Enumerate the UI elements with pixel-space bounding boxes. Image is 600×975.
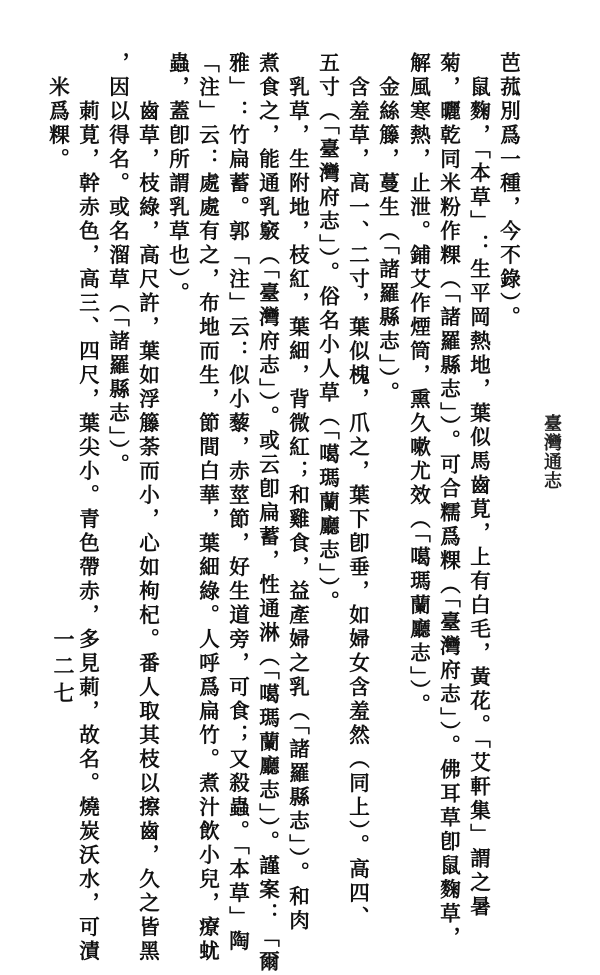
text-column-12: 蟲，蓋卽所謂乳草也）。 bbox=[165, 52, 190, 306]
text-column-15: 莿莧，幹赤色，高三、四尺，葉尖小。青色帶赤，多見莿，故名。燒炭沃水，可漬 bbox=[75, 100, 100, 964]
text-column-3: 菊，曬乾同米粉作粿（「諸羅縣志」）。可合糯爲粿（「臺灣府志」）。佛耳草卽鼠麴草， bbox=[436, 52, 461, 951]
text-column-13: 齒草，枝綠，高尺許，葉如浮籐荼而小，心如枸杞。番人取其枝以擦齒，久之皆黑 bbox=[135, 100, 160, 964]
text-column-10: 雅」：竹扁蓄。郭「注」云：似小藜，赤莖節，好生道旁，可食；又殺蟲。「本草」陶 bbox=[225, 52, 250, 954]
text-column-1: 芭菰別爲一種，今不錄）。 bbox=[496, 52, 521, 330]
text-column-4: 解風寒熱，止泄。鋪艾作煙筒，熏久嗽尤效（「噶瑪蘭廳志」）。 bbox=[406, 52, 431, 718]
text-column-7: 五寸（「臺灣府志」）。俗名小人草（「噶瑪蘭廳志」）。 bbox=[315, 52, 340, 615]
running-title: 臺灣通志 bbox=[541, 414, 562, 490]
text-column-2: 鼠麴，「本草」：生平岡熱地，葉似馬齒莧，上有白毛，黃花。「艾軒集」謂之暑 bbox=[466, 76, 491, 920]
text-column-6: 含羞草，高一、二寸，葉似槐，爪之，葉下卽垂，如婦女含羞然（同上）。高四、 bbox=[345, 76, 370, 930]
text-column-8: 乳草，生附地，枝紅，葉細，背微紅；和雞食，益產婦之乳（「諸羅縣志」）。和肉 bbox=[285, 76, 310, 934]
text-column-9: 煮食之，能通乳竅（「臺灣府志」）。或云卽扁蓄，性通淋（「噶瑪蘭廳志」）。謹案：「爾 bbox=[255, 52, 280, 975]
text-column-14: ，因以得名。或名溜草（「諸羅縣志」）。 bbox=[105, 52, 130, 478]
text-column-11: 「注」云：處處有之，布地而生，節間白華，葉細綠。人呼爲扁竹。煮汁飲小兒，療蚘 bbox=[195, 52, 220, 964]
text-column-5: 金絲籐，蔓生（「諸羅縣志」）。 bbox=[375, 76, 400, 406]
text-column-16: 米爲粿。 bbox=[45, 76, 70, 172]
page-number: 一二七 bbox=[51, 628, 76, 709]
